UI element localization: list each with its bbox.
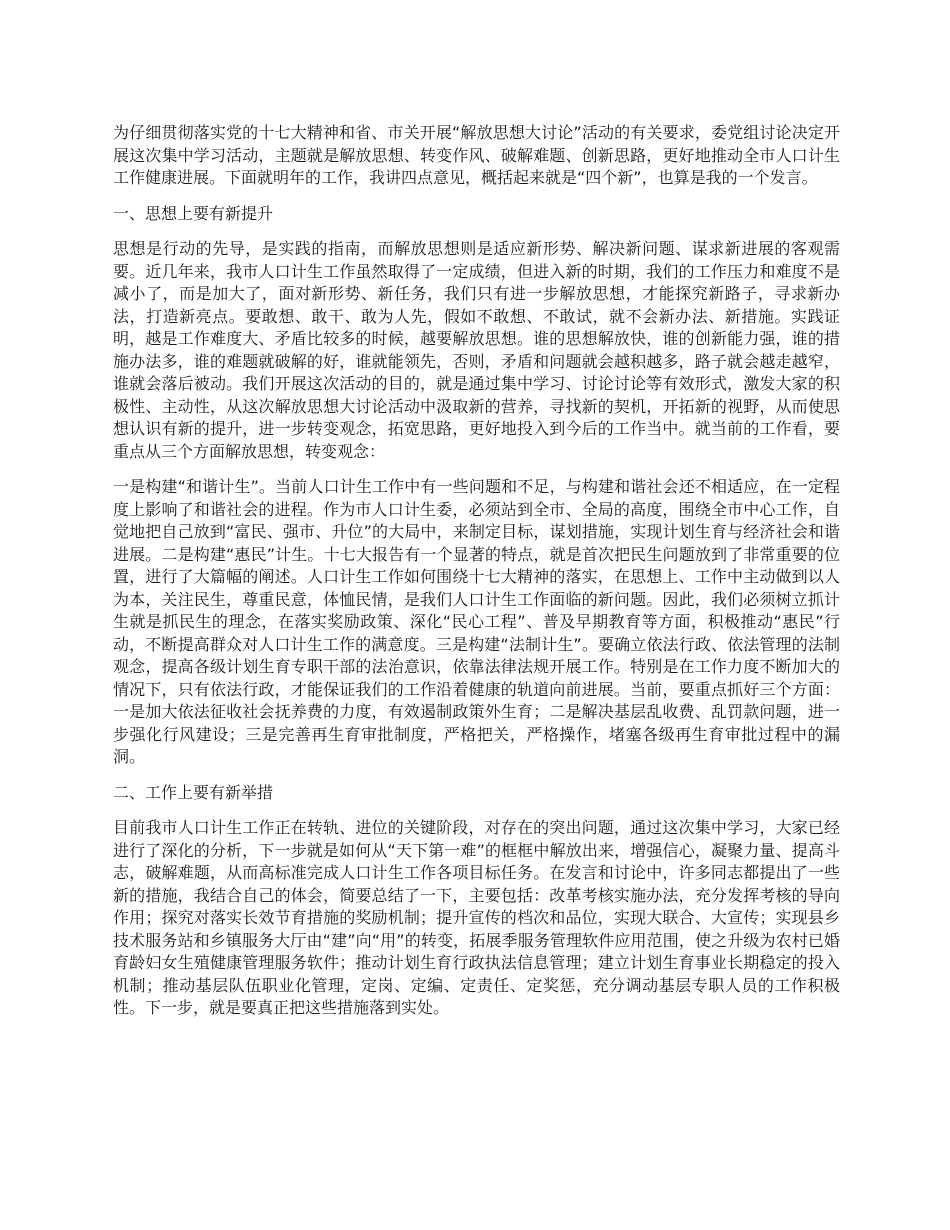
section-1-paragraph-1: 思想是行动的先导，是实践的指南，而解放思想则是适应新形势、解决新问题、谋求新进展的客观需要。近几年来，我市人口计生工作虽然取得了一定成绩，但进入新的时期，我们的工作压力和难度不是减小了，而是加大了，面对新形势、新任务，我们只有进一步解放思想，才能探究新路子，寻求新办法，打造新亮点。要敢想、敢干、敢为人先，假如不敢想、不敢试，就不会新办法、新措施。实践证明，越是工作难度大、矛盾比较多的时候，越要解放思想。谁的思想解放快，谁的创新能力强，谁的措施办法多，谁的难题就破解的好，谁就能领先，否则，矛盾和问题就会越积越多，路子就会越走越窄，谁就会落后被动。我们开展这次活动的目的，就是通过集中学习、讨论讨论等有效形式，激发大家的积极性、主动性，从这次解放思想大讨论活动中汲取新的营养，寻找新的契机，开拓新的视野，从而使思想认识有新的提升，进一步转变观念，拓宽思路，更好地投入到今后的工作当中。就当前的工作看，要重点从三个方面解放思想，转变观念： [113, 239, 840, 461]
section-heading-1: 一、思想上要有新提升 [113, 203, 274, 223]
section-1-paragraph-2: 一是构建“和谐计生”。当前人口计生工作中有一些问题和不足，与构建和谐社会还不相适应，在一定程度上影响了和谐社会的进程。作为市人口计生委，必须站到全市、全局的高度，围绕全市中心工作，自觉地把自己放到“富民、强市、升位”的大局中，来制定目标，谋划措施，实现计划生育与经济社会和谐进展。二是构建“惠民”计生。十七大报告有一个显著的特点，就是首次把民生问题放到了非常重要的位置，进行了大篇幅的阐述。人口计生工作如何围绕十七大精神的落实，在思想上、工作中主动做到以人为本，关注民生，尊重民意，体恤民情，是我们人口计生工作面临的新问题。因此，我们必须树立抓计生就是抓民生的理念，在落实奖励政策、深化“民心工程”、普及早期教育等方面，积极推动“惠民”行动，不断提高群众对人口计生工作的满意度。三是构建“法制计生”。要确立依法行政、依法管理的法制观念，提高各级计划生育专职干部的法治意识，依靠法律法规开展工作。特别是在工作力度不断加大的情况下，只有依法行政，才能保证我们的工作沿着健康的轨道向前进展。当前，要重点抓好三个方面：一是加大依法征收社会抚养费的力度，有效遏制政策外生育；二是解决基层乱收费、乱罚款问题，进一步强化行风建设；三是完善再生育审批制度，严格把关，严格操作，堵塞各级再生育审批过程中的漏洞。 [113, 477, 840, 766]
section-2-paragraph-1: 目前我市人口计生工作正在转轨、进位的关键阶段，对存在的突出问题，通过这次集中学习，大家已经进行了深化的分析，下一步就是如何从“天下第一难”的框框中解放出来，增强信心，凝聚力量、提高斗志，破解难题，从而高标准完成人口计生工作各项目标任务。在发言和讨论中，许多同志都提出了一些新的措施，我结合自己的体会，简要总结了一下，主要包括：改革考核实施办法，充分发挥考核的导向作用；探究对落实长效节育措施的奖励机制；提升宣传的档次和品位，实现大联合、大宣传；实现县乡技术服务站和乡镇服务大厅由“建”向“用”的转变，拓展季服务管理软件应用范围，使之升级为农村已婚育龄妇女生殖健康管理服务软件；推动计划生育行政执法信息管理；建立计划生育事业长期稳定的投入机制；推动基层队伍职业化管理，定岗、定编、定责任、定奖惩，充分调动基层专职人员的工作积极性。下一步，就是要真正把这些措施落到实处。 [113, 818, 840, 1017]
intro-paragraph: 为仔细贯彻落实党的十七大精神和省、市关开展“解放思想大讨论”活动的有关要求，委党组讨论决定开展这次集中学习活动，主题就是解放思想、转变作风、破解难题、创新思路，更好地推动全市人口计生工作健康进展。下面就明年的工作，我讲四点意见，概括起来就是“四个新”，也算是我的一个发言。 [113, 123, 840, 187]
section-heading-2: 二、工作上要有新举措 [113, 782, 274, 802]
